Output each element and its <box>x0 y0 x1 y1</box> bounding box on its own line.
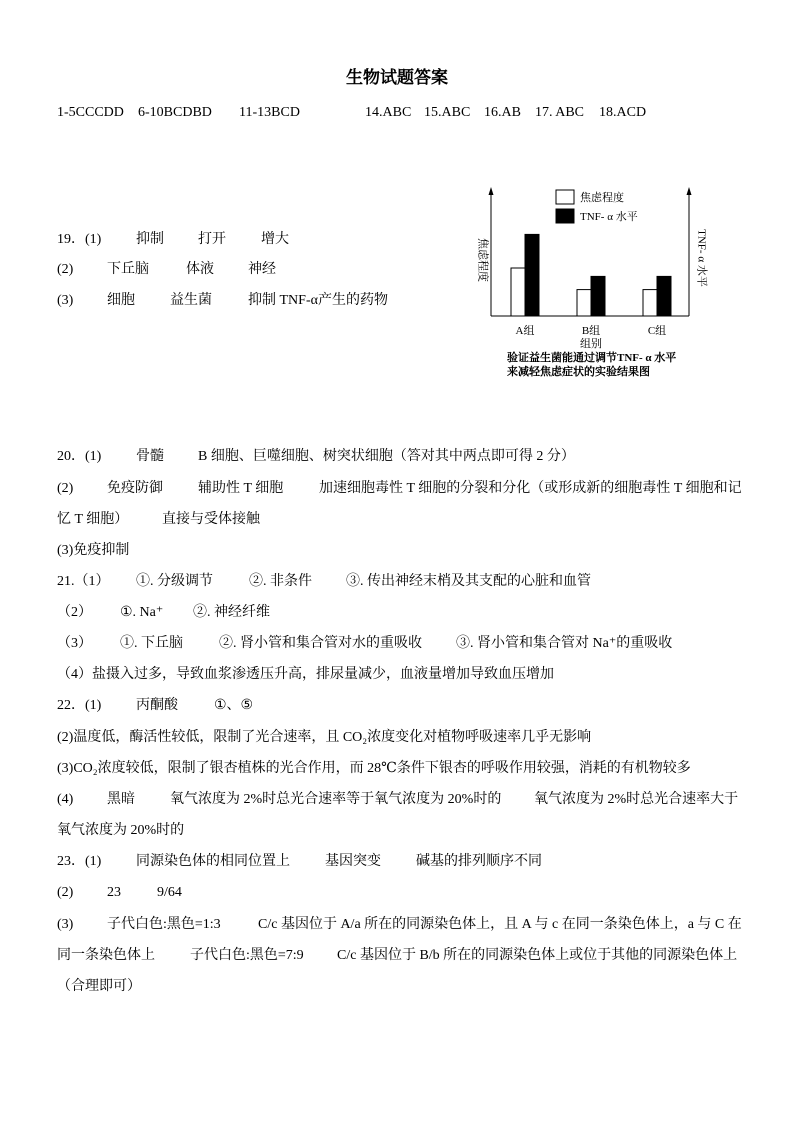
choice-answer-16: 16.AB <box>484 105 521 120</box>
q23-1-answer-2: 基因突变 <box>325 854 381 869</box>
choice-answer-15: 15.ABC <box>424 105 471 120</box>
q22-line-1 <box>0 696 794 716</box>
bar-a-anxiety <box>511 268 525 316</box>
q23-2-answer-1: 23 <box>107 885 121 900</box>
q21-3-number: （3） <box>57 636 92 651</box>
q21-line-4 <box>0 665 794 685</box>
q21-1-number: 21.（1） <box>57 574 110 589</box>
q20-1-answer-1: 骨髓 <box>136 449 164 464</box>
q23-3-note: （合理即可） <box>57 979 141 994</box>
choice-answer-14: 14.ABC <box>365 105 412 120</box>
q21-line-3 <box>0 634 794 654</box>
bar-c-anxiety <box>643 290 657 316</box>
q22-line-2 <box>0 728 794 748</box>
q22-line-5 <box>0 821 794 841</box>
q19-2-number: (2) <box>57 262 74 277</box>
q23-3-answer-4: C/c 基因位于 B/b 所在的同源染色体上或位于其他的同源染色体上 <box>337 948 738 963</box>
q22-4-answer-2: 氧气浓度为 2%时总光合速率等于氧气浓度为 20%时的 <box>170 792 502 807</box>
bar-a-tnf <box>525 234 539 316</box>
choice-answer-17: 17. ABC <box>535 105 585 120</box>
legend-label-anxiety: 焦虑程度 <box>580 192 624 204</box>
q22-4-answer-1: 黑暗 <box>107 792 135 807</box>
q21-1-answer-2: ②. 非条件 <box>249 574 312 589</box>
q21-line-1 <box>0 572 794 592</box>
page-title: 生物试题答案 <box>346 68 448 87</box>
q19-1-answer-1: 抑制 <box>136 232 164 247</box>
q22-line-3 <box>0 759 794 779</box>
x-axis-label: 组别 <box>580 338 602 350</box>
q22-3-answer: (3)CO₂浓度较低，限制了银杏植株的光合作用，而 28℃条件下银杏的呼吸作用较强，消耗的有机物较多 <box>57 761 691 776</box>
chart-caption-line-1: 验证益生菌能通过调节TNF- α 水平 <box>507 352 677 364</box>
left-axis-arrow <box>489 187 494 195</box>
q23-1-number: 23．(1) <box>57 854 102 869</box>
q23-line-2 <box>0 883 794 903</box>
q20-2-answer-2: 辅助性 T 细胞 <box>198 481 284 496</box>
q22-1-answer-1: 丙酮酸 <box>136 698 178 713</box>
legend-swatch-anxiety <box>556 190 574 204</box>
q23-1-answer-3: 碱基的排列顺序不同 <box>416 854 542 869</box>
q23-line-3 <box>0 915 794 935</box>
category-label-c: C组 <box>647 325 667 337</box>
q23-3-number: (3) <box>57 917 74 932</box>
q21-2-answer-1: ①. Na⁺ <box>120 605 164 620</box>
q21-3-answer-2: ②. 肾小管和集合管对水的重吸收 <box>219 636 422 651</box>
q21-1-answer-1: ①. 分级调节 <box>136 574 213 589</box>
y-axis-label: 焦虑程度 <box>476 238 489 282</box>
legend-swatch-tnf <box>556 209 574 223</box>
q22-line-4 <box>0 790 794 810</box>
choice-answer-1-5: 1-5CCCDD <box>57 105 124 120</box>
choice-answer-18: 18.ACD <box>599 105 647 120</box>
q21-1-answer-3: ③. 传出神经末梢及其支配的心脏和血管 <box>346 574 591 589</box>
q19-3-answer-2: 益生菌 <box>170 293 212 308</box>
q21-line-2 <box>0 603 794 623</box>
bar-chart <box>470 180 720 385</box>
q21-4-answer: （4）盐摄入过多，导致血浆渗透压升高，排尿量减少，血液量增加导致血压增加 <box>57 667 554 682</box>
q23-3-answer-2: C/c 基因位于 A/a 所在的同源染色体上，且 A 与 c 在同一条染色体上，a 与 C 在 <box>258 917 742 932</box>
bar-group <box>511 234 671 316</box>
q23-3-answer-1: 子代白色:黑色=1:3 <box>107 917 221 932</box>
bar-b-anxiety <box>577 290 591 316</box>
q19-1-number: 19．(1) <box>57 232 102 247</box>
bar-c-tnf <box>657 276 671 316</box>
q20-line-4 <box>0 541 794 561</box>
q19-2-answer-2: 体液 <box>186 262 214 277</box>
bar-b-tnf <box>591 276 605 316</box>
q23-3-answer-2-continued: 同一条染色体上 <box>57 948 155 963</box>
q19-1-answer-2: 打开 <box>198 232 226 247</box>
q21-3-answer-3: ③. 肾小管和集合管对 Na⁺的重吸收 <box>456 636 673 651</box>
q23-2-number: (2) <box>57 885 74 900</box>
q23-3-answer-3: 子代白色:黑色=7:9 <box>190 948 304 963</box>
y2-axis-label: TNF- α 水平 <box>695 229 708 287</box>
choice-answers-line <box>0 103 794 123</box>
q20-1-answer-2: B 细胞、巨噬细胞、树突状细胞（答对其中两点即可得 2 分） <box>198 449 575 464</box>
q23-line-4 <box>0 946 794 966</box>
q22-2-answer: (2)温度低，酶活性较低，限制了光合速率，且 CO₂浓度变化对植物呼吸速率几乎无影响 <box>57 730 592 745</box>
q23-1-answer-1: 同源染色体的相同位置上 <box>136 854 290 869</box>
q22-1-answer-2: ①、⑤ <box>214 698 254 713</box>
q22-1-number: 22．(1) <box>57 698 102 713</box>
q23-line-5 <box>0 977 794 997</box>
choice-answer-6-10: 6-10BCDBD <box>138 105 212 120</box>
right-axis-arrow <box>687 187 692 195</box>
q19-2-answer-3: 神经 <box>248 262 276 277</box>
q20-2-answer-3: 加速细胞毒性 T 细胞的分裂和分化（或形成新的细胞毒性 T 细胞和记 <box>319 481 742 496</box>
q19-2-answer-1: 下丘脑 <box>107 262 149 277</box>
q19-3-number: (3) <box>57 293 74 308</box>
chart-caption-line-2: 来减轻焦虑症状的实验结果图 <box>507 366 650 378</box>
q21-2-answer-2: ②. 神经纤维 <box>193 605 270 620</box>
q20-line-2 <box>0 479 794 499</box>
q21-3-answer-1: ①. 下丘脑 <box>120 636 183 651</box>
q20-2-answer-4: 直接与受体接触 <box>162 512 260 527</box>
q22-4-answer-3: 氧气浓度为 2%时总光合速率大于 <box>534 792 739 807</box>
q20-2-number: (2) <box>57 481 74 496</box>
legend-label-tnf: TNF- α 水平 <box>580 211 638 223</box>
q19-3-answer-1: 细胞 <box>107 293 135 308</box>
category-label-b: B组 <box>581 325 601 337</box>
q20-3-answer: (3)免疫抑制 <box>57 543 130 558</box>
q21-2-number: （2） <box>57 605 92 620</box>
q22-4-number: (4) <box>57 792 74 807</box>
q20-line-1 <box>0 447 794 467</box>
q20-2-answer-3-continued: 忆 T 细胞） <box>57 512 129 527</box>
q19-3-answer-3: 抑制 TNF-α产生的药物 <box>248 293 388 308</box>
q23-2-answer-2: 9/64 <box>157 885 182 900</box>
q20-2-answer-1: 免疫防御 <box>107 481 163 496</box>
q22-4-answer-3-continued: 氧气浓度为 20%时的 <box>57 823 185 838</box>
q19-1-answer-3: 增大 <box>261 232 289 247</box>
category-label-a: A组 <box>515 325 535 337</box>
choice-answer-11-13: 11-13BCD <box>239 105 300 120</box>
q20-1-number: 20．(1) <box>57 449 102 464</box>
q23-line-1 <box>0 852 794 872</box>
q20-line-3 <box>0 510 794 530</box>
